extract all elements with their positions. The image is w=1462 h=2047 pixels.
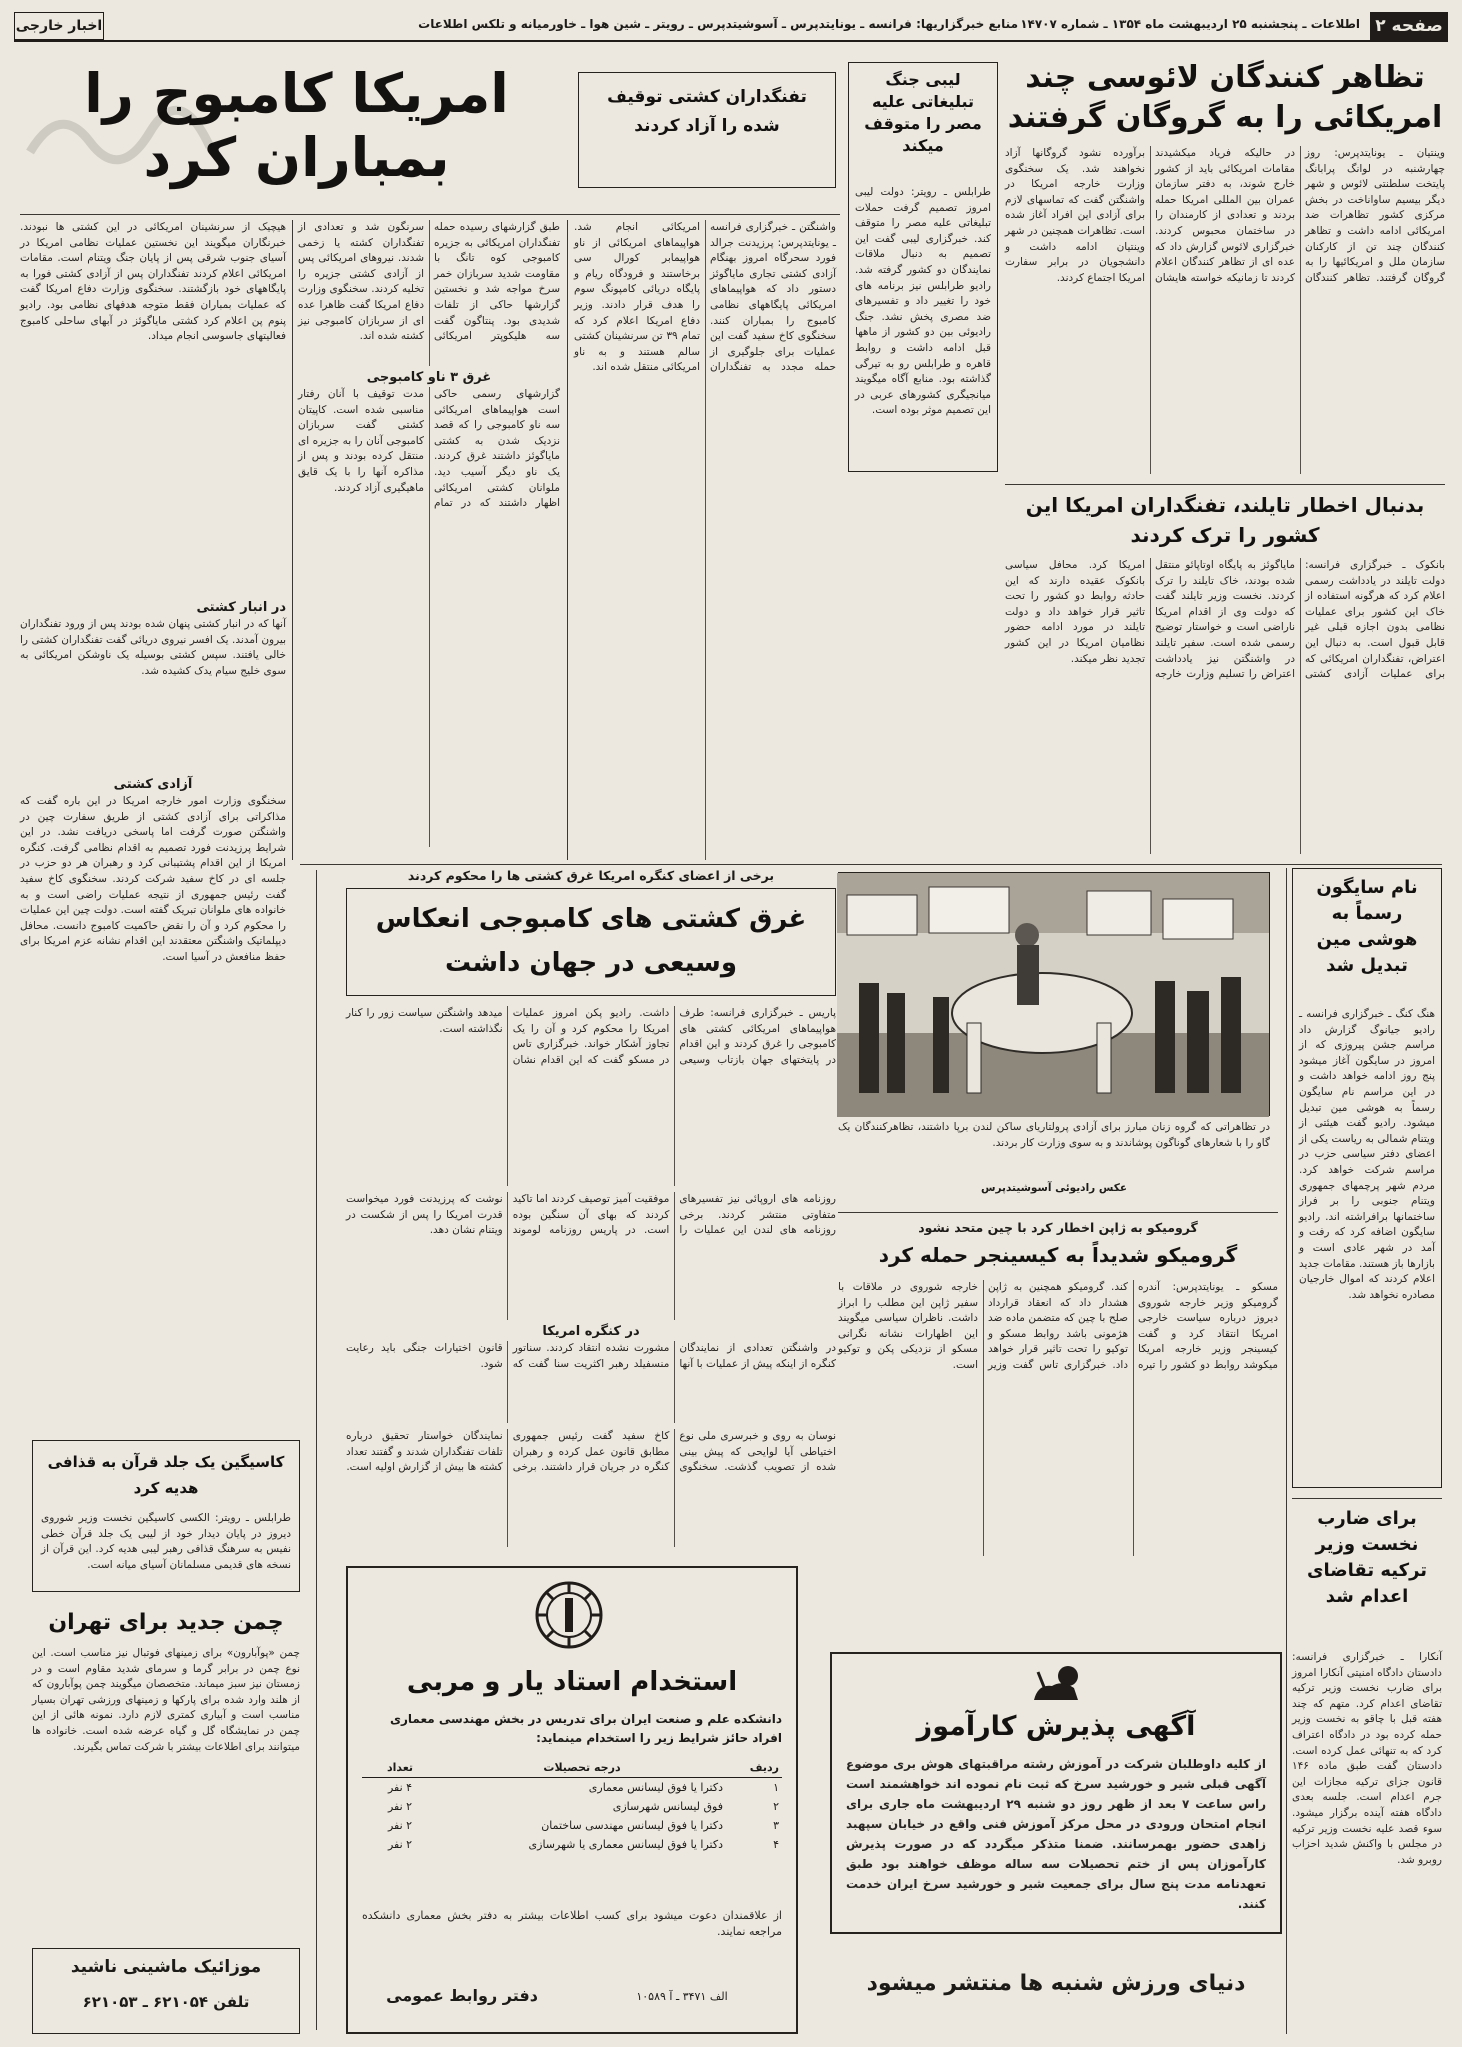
laos-body: وینتیان ـ یونایتدپرس: روز چهارشنبه در لوانگ پرابانگ پایتخت سلطنتی لائوس و شهر دیگر بیسیم ساواناخت در بخش مرکزی کشور تظاهرات ضد امریکائی ادامه داشت و تظاهر کنندگان چند تن از کارکنان سازمان ملل و امریکائیها را به گروگان گرفتند. تظاهر کنندگان در حالیکه فریاد میکشیدند مقامات امریکائی باید از کشور خارج شوند، به دفتر سازمان عمران بین المللی امریکا حمله بردند و تعدادی از کارمندان را در ساختمان محبوس کردند. خبرگزاری لائوس گزارش داد که عده ای از تظاهر کنندگان اعلام کردند تا زمانیکه خواسته هایشان برآورده نشود گروگانها آزاد نخواهند شد. یک سخنگوی وزارت خارجه امریکا در واشنگتن گفت که تماسهای لازم برای آزادی این افراد آغاز شده است. تظاهرات همچنین در شهر وینتیان ادامه داشت و دانشجویان در برابر سفارت امریکا اجتماع کردند. <box>1005 147 1445 284</box>
divider <box>316 870 317 2030</box>
table-cell: ۱ <box>773 1781 779 1794</box>
table-cell: فوق لیسانس شهرسازی <box>612 1800 723 1813</box>
quran-body: طرابلس ـ رویتر: الکسی کاسیگین نخست وزیر شوروی دیروز در پایان دیدار خود از لیبی یک جلد قرآن خطی نفیس به سرهنگ قذافی رهبر لیبی هدیه کرد. این قرآن از نسخه های قدیمی مسلمانان آسیای میانه است. <box>41 1512 291 1571</box>
sports-headline: دنیای ورزش شنبه ها منتشر میشود <box>866 1971 1246 1996</box>
reaction-subhead: در کنگره امریکا <box>542 1324 640 1339</box>
divider <box>20 214 840 215</box>
cambodia-col3-subhead: در انبار کشتی <box>196 600 286 615</box>
divider <box>838 1212 1278 1213</box>
cambodia-col2-subhead: غرق ۳ ناو کامبوجی <box>366 370 492 385</box>
divider <box>1005 484 1445 485</box>
reaction-body <box>346 1006 836 1556</box>
table-cell: ۲ <box>773 1800 779 1813</box>
reaction-text4: نوسان به روی و خبرسری ملی نوع اختیاطی آیا لوایحی که پیش بینی شده از تصویب گذشت. سخنگوی کاخ سفید گفت رئیس جمهوری مطابق قانون عمل کرده و رهبران کنگره در جریان قرار داشتند. برخی نمایندگان خواستار تحقیق درباره تلفات تفنگداران شدند و گفتند تعداد کشته ها بیش از گزارش اولیه است. <box>346 1430 836 1474</box>
libya-body: طرابلس ـ رویتر: دولت لیبی امروز تصمیم گرفت حملات تبلیغاتی علیه مصر را متوقف کند. خبرگزاری لیبی گفت این تصمیم به دنبال ملاقات نمایندگان دو کشور گرفته شد. رادیو طرابلس نیز برنامه های خود را تغییر داد و تفسیرهای ضد مصری پخش نشد. جنگ رادیوئی بین دو کشور از ماهها قبل ادامه داشت و روابط قاهره و طرابلس رو به تیرگی گذاشته بود. منابع آگاه میگویند میانجیگری کشورهای عربی در این تصمیم موثر بوده است. <box>855 186 991 417</box>
divider <box>567 220 568 860</box>
job-ad-intro: دانشکده علم و صنعت ایران برای تدریس در بخش مهندسی معماری افراد حائز شرایط زیر را استخدام مینماید: <box>390 1712 782 1745</box>
marines-box <box>578 72 836 188</box>
table-row <box>362 1778 782 1798</box>
table-cell: ۲ نفر <box>387 1800 413 1813</box>
sports-banner <box>830 1956 1282 2012</box>
divider <box>300 864 1442 865</box>
gromyko-headline: گرومیکو شدیداً به کیسینجر حمله کرد <box>878 1243 1238 1267</box>
table-row <box>362 1797 782 1816</box>
saigon-headline: نام سایگون رسماً به هوشی مین تبدیل شد <box>1316 877 1418 976</box>
table-cell: ۳ <box>773 1819 779 1832</box>
news-sources: منابع خبرگزاریها: فرانسه ـ یونایتدپرس ـ آسوشیتدپرس ـ رویتر ـ شین هوا ـ خاورمیانه و تلکس اطلاعات <box>418 17 1018 31</box>
cambodia-col3-subhead2: آزادی کشتی <box>113 777 193 792</box>
news-photo <box>838 872 1270 1116</box>
photo-caption-text: در تظاهراتی که گروه زنان مبارز برای آزادی پرولتاریای ساکن لندن برپا داشتند، تظاهرکنندگان یک گاو را با شعارهای گوناگون پوشاندند و به سوی وزارت کار بردند. <box>838 1121 1270 1149</box>
job-ad-footer: از علاقمندان دعوت میشود برای کسب اطلاعات بیشتر به دفتر بخش معماری دانشکده مراجعه نمایند. <box>362 1909 782 1938</box>
photo-illustration <box>837 873 1269 1117</box>
table-row <box>362 1816 782 1835</box>
thailand-story <box>1005 490 1445 860</box>
job-ad-headline: استخدام استاد یار و مربی <box>406 1667 738 1697</box>
divider <box>1286 868 1287 2034</box>
cambodia-col2b: گزارشهای رسمی حاکی است هواپیماهای امریکائی سه ناو کامبوجی را که قصد نزدیک شدن به کشتی ماياگوئز داشتند غرق کردند. یک ناو دیگر آسیب دید. ملوانان کشتی امریکائی اظهار داشتند که در تمام مدت توقیف با آنان رفتار مناسبی شده است. کاپیتان کشتی گفت سربازان کامبوجی آنان را به جزیره ای منتقل کرده بودند و پس از مذاکره آنها را با یک قایق ماهیگیری آزاد کردند. <box>298 388 560 510</box>
photo-caption <box>838 1120 1270 1206</box>
turkey-story <box>1292 1498 1442 2034</box>
table-cell: دکترا یا فوق لیسانس مهندسی ساختمان <box>541 1819 723 1832</box>
table-cell: دکترا یا فوق لیسانس معماری یا شهرسازی <box>528 1838 723 1851</box>
dateline: اطلاعات ـ پنجشنبه ۲۵ اردیبهشت ماه ۱۳۵۴ ـ شماره ۱۴۷۰۷ <box>1020 17 1360 31</box>
reaction-text2: روزنامه های اروپائی نیز تفسیرهای متفاوتی منتشر کردند. برخی روزنامه های لندن این عملیات را موفقیت آمیز توصیف کردند اما تاکید کردند که بهای آن سنگین بوده است. در پاریس روزنامه لوموند نوشت که پرزیدنت فورد میخواست قدرت امریکا را پس از شکست در ویتنام نشان دهد. <box>346 1193 836 1237</box>
quran-headline: کاسیگین یک جلد قرآن به قذافی هدیه کرد <box>47 1453 285 1497</box>
libya-headline: لیبی جنگ تبلیغاتی علیه مصر را متوقف میکند <box>864 70 982 155</box>
saigon-story <box>1292 868 1442 1488</box>
laos-headline: تظاهر کنندگان لائوسی چند امریکائی را به گروگان گرفتند <box>1007 60 1443 135</box>
table-cell: ۲ نفر <box>387 1838 413 1851</box>
cambodia-headline: امریکا کامبوج را بمباران کرد <box>84 62 509 189</box>
reaction-story <box>346 868 836 1558</box>
cambodia-col3: هیچیک از سرنشینان امریکائی در این کشتی ها نبودند. خبرنگاران میگویند این نخستین عملیات نظامی امریکا در آسیای جنوب شرقی پس از پایان جنگ ویتنام است. مقامات امریکائی اعلام کردند تفنگداران پس از آزادی کشتی فورا به پایگاههای خود بازگشتند. سخنگوی وزارت دفاع امریکا گفت که عملیات بمباران فقط متوجه هدفهای نظامی بود. رادیو پنوم پن اعلام کرد کشتی ماياگوئز در آبهای ساحلی کامبوج فعالیتهای جاسوسی انجام میداد. <box>20 221 286 343</box>
thailand-body: بانکوک ـ خبرگزاری فرانسه: دولت تایلند در یادداشت رسمی اعلام کرد که هرگونه استفاده از خاک این کشور برای عملیات نظامی بدون اجازه قبلی غیر قابل قبول است. به دنبال این اعتراض، تفنگداران امریکائی که برای عملیات آزادی کشتی ماياگوئز به پایگاه اوتاپائو منتقل شده بودند، خاک تایلند را ترک کردند. نخست وزیر تایلند گفت که دولت وی از اقدام امریکا ناراضی است و خواستار توضیح رسمی شده است. سفیر تایلند در واشنگتن نیز یادداشت اعتراض را تسلیم وزارت خارجه امریکا کرد. محافل سیاسی بانکوک عقیده دارند که این حادثه روابط دو کشور را تحت تاثیر قرار خواهد داد و دولت تایلند در مورد ادامه حضور نظامیان امریکا در این کشور تجدید نظر میکند. <box>1005 559 1445 681</box>
table-cell: ۴ نفر <box>387 1781 413 1794</box>
cambodia-col3c: سخنگوی وزارت امور خارجه امریکا در این باره گفت که مذاکراتی برای آزادی کشتی از طریق سفارت چین در واشنگتن صورت گرفت اما پاسخی دریافت نشد. در این شرایط پرزیدنت فورد تصمیم به اقدام نظامی گرفت. کنگره امریکا از این اقدام پشتیبانی کرد و رهبران هر دو حزب در جلسه ای در کاخ سفید شرکت کردند. سخنگوی کاخ سفید گفت رئیس جمهوری از نتیجه عملیات راضی است و به خانواده های ملوانان تبریک گفته است. دولت چین این عملیات را محکوم کرد و آن را نقض حاکمیت کامبوج دانست. محافل دیپلماتیک واشنگتن معتقدند این اقدام نشانه عزم امریکا برای حفظ منافعش در آسیا است. <box>20 795 286 963</box>
job-ad-signature: دفتر روابط عمومی <box>386 1986 538 2005</box>
lion-and-sun-icon <box>1028 1662 1088 1706</box>
emblem-icon <box>534 1580 604 1650</box>
trainee-ad-body: از کلیه داوطلبان شرکت در آموزش رشته مراقبتهای هوش بری موضوع آگهی قبلی شیر و خورشید سرخ که ثبت نام نموده اند خواهشمند است راس ساعت ۷ بعد از ظهر روز دو شنبه ۲۹ اردیبهشت ماه جاری برای انجام امتحان ورودی در محل مرکز آموزش فنی واقع در خیابان سپهبد زاهدی حضور بهمرسانند. ضمنا متذکر میگردد که در صورت پذیرش کارآموزان پس از ختم تحصیلات سه ساله موظف خواهند بود طبق تعهدنامه مدت پنج سال برای جمعیت شیر و خورشید سرخ ایران خدمت کنند. <box>846 1757 1266 1911</box>
trainee-ad-headline: آگهی پذیرش کارآموز <box>916 1711 1196 1742</box>
laos-story <box>1005 58 1445 478</box>
turkey-body: آنکارا ـ خبرگزاری فرانسه: دادستان دادگاه امنیتی آنکارا امروز برای ضارب نخست وزیر ترکیه تقاضای اعدام کرد. متهم که چند هفته قبل با چاقو به نخست وزیر حمله کرده بود در دادگاه اعتراف کرد که به تنهائی عمل کرده است. دادستان گفت طبق ماده ۱۴۶ قانون جزای ترکیه مجازات این جرم اعدام است. جلسه بعدی دادگاه هفته آینده برگزار میشود. سوء قصد علیه نخست وزیر ترکیه در مجلس با واکنش شدید احزاب روبرو شد. <box>1292 1651 1442 1866</box>
photo-credit: عکس رادیوئی آسوشیتدپرس <box>981 1182 1127 1194</box>
tehran-body: چمن «پوآبارون» برای زمینهای فوتبال نیز مناسب است. این نوع چمن در برابر گرما و سرمای شدید مقاوم است و در زمستان نیز سبز میماند. متخصصان میگویند چمن پوآبارون که از هلند وارد شده برای پارکها و زمینهای ورزشی تهران بسیار مناسب است و آبیاری کمتری لازم دارد. نمونه هائی از این چمن در نمایشگاه گل و گیاه عرضه شده است. خانواده ها میتوانند برای اطلاعات بیشتر با شرکت تماس بگیرند. <box>32 1647 300 1753</box>
marines-headline: تفنگداران کشتی توقیف شده را آزاد کردند <box>607 87 807 136</box>
libya-story <box>848 62 998 472</box>
thailand-headline: بدنبال اخطار تایلند، تفنگداران امریکا این کشور را ترک کردند <box>1025 493 1425 547</box>
table-cell: ۲ نفر <box>387 1819 413 1832</box>
section-label: اخبار خارجی <box>14 12 104 40</box>
mosaic-ad <box>32 1948 300 2034</box>
job-ad <box>346 1566 798 2034</box>
reaction-text1: پاریس ـ خبرگزاری فرانسه: طرف هواپیماهای امریکائی کشتی های کامبوجی را غرق کردند و این اقدام در پایتختهای جهان بازتاب وسیعی داشت. رادیو پکن امروز عملیات امریکا را محکوم کرد و آن را یک تجاوز آشکار خواند. خبرگزاری تاس در مسکو گفت که این اقدام نشان میدهد واشنگتن سیاست زور را کنار نگذاشته است. <box>346 1007 836 1066</box>
job-ad-table <box>362 1758 782 1854</box>
trainee-ad <box>830 1652 1282 1934</box>
cambodia-col3b: آنها که در انبار کشتی پنهان شده بودند پس از ورود تفنگداران بیرون آمدند. یک افسر نیروی دریائی گفت تفنگداران کشتی را خالی یافتند. سپس کشتی بوسیله یک ناوشکن امریکائی به سوی خلیج سیام یدک کشیده شد. <box>20 618 286 677</box>
gromyko-body: مسکو ـ یونایتدپرس: آندره گرومیکو وزیر خارجه شوروی دیروز درباره سیاست خارجی امریکا انتقاد کرد و گفت کیسینجر وزیر خارجه امریکا میکوشد روابط دو کشور را تیره کند. گرومیکو همچنین به ژاپن هشدار داد که انعقاد قرارداد صلح با چین که متضمن ماده ضد هژمونی باشد روابط مسکو و توکیو را تحت تاثیر قرار خواهد داد. خبرگزاری تاس گفت وزیر خارجه شوروی در ملاقات با سفیر ژاپن این مطلب را ابراز داشت. ناظران سیاسی میگویند این اظهارات نشانه نگرانی مسکو از نزدیکی پکن و توکیو است. <box>838 1281 1278 1371</box>
job-ad-ref: الف ۳۴۷۱ ـ آ ۱۰۵۸۹ <box>636 1990 728 2003</box>
mosaic-ad-phone: تلفن ۶۲۱۰۵۴ ـ ۶۲۱۰۵۳ <box>82 1993 250 2011</box>
divider <box>1292 1498 1442 1499</box>
cambodia-col2: طبق گزارشهای رسیده حمله تفنگداران امریکائی به جزیره کامبوجی کوه تانگ با مقاومت شدید سربازان خمر سرخ مواجه شد و نخستین گزارشها حاکی از تلفات شدیدی بود. پنتاگون گفت سه هلیکوپتر امریکائی سرنگون شد و تعدادی از تفنگداران کشته یا زخمی شدند. نیروهای امریکائی پس از آزادی کشتی جزیره را تخلیه کردند. سخنگوی وزارت دفاع امریکا گفت ظاهرا عده ای از سربازان کامبوجی نیز کشته شده اند. <box>298 221 560 343</box>
tehran-story <box>32 1606 300 2034</box>
university-emblem <box>534 1580 604 1650</box>
print-through <box>20 92 220 172</box>
col-degree: درجه تحصیلات <box>543 1761 621 1774</box>
quran-story <box>32 1440 300 1592</box>
gromyko-kicker: گرومیکو به ژاپن اخطار کرد با چین متحد نشود <box>918 1220 1198 1235</box>
reaction-text3: در واشنگتن تعدادی از نمایندگان کنگره از اینکه پیش از عملیات با آنها مشورت نشده انتقاد کردند. سناتور منسفیلد رهبر اکثریت سنا گفت که قانون اختیارات جنگی باید رعایت شود. <box>346 1342 836 1370</box>
job-ad-table-header <box>362 1758 782 1778</box>
reaction-kicker: برخی از اعضای کنگره امریکا غرق کشتی ها را محکوم کردند <box>407 868 775 883</box>
page-label: صفحه ۲ <box>1370 12 1448 40</box>
mosaic-ad-name: موزائیک ماشینی ناشید <box>70 1957 262 1977</box>
saigon-body: هنگ کنگ ـ خبرگزاری فرانسه ـ رادیو جیانوگ گزارش داد مراسم جشن پیروزی که از امروز در سایگون آغاز میشود پنج روز ادامه خواهد داشت و در این مراسم نام سایگون رسماً به هوشی مین تبدیل میشود. رادیو گفت هیئتی از ویتنام شمالی به ریاست یکی از اعضای دفتر سیاسی حزب در مراسم شرکت خواهد کرد. مردم شهر پرچمهای جمهوری ویتنام جنوبی را بر فراز ساختمانها برافراشته اند. رادیو سایگون اضافه کرد که رفت و آمد در شهر عادی است و بازارها باز هستند. مقامات جدید اعلام کردند که اموال خارجیان مصادره نخواهد شد. <box>1299 1008 1435 1301</box>
reaction-headline-box <box>346 888 836 996</box>
gromyko-story <box>838 1212 1278 1562</box>
reaction-headline: غرق کشتی های کامبوجی انعکاس وسیعی در جهان داشت <box>375 904 807 978</box>
table-cell: ۴ <box>773 1838 779 1851</box>
cambodia-col3-wrap <box>20 220 286 1360</box>
tehran-headline: چمن جدید برای تهران <box>48 1610 284 1635</box>
table-cell: دکترا یا فوق لیسانس معماری <box>588 1781 723 1794</box>
masthead <box>14 12 1448 42</box>
cambodia-col2-wrap <box>298 220 560 860</box>
divider <box>292 220 293 860</box>
col-count: تعداد <box>386 1761 414 1774</box>
cambodia-col1: واشنگتن ـ خبرگزاری فرانسه ـ یونایتدپرس: پرزیدنت جرالد فورد سحرگاه امروز بهنگام آزادی کشتی تجاری ماياگوئز دستور داد که هواپیماهای امریکائی پایگاههای نظامی کامبوج را بمباران کنند. سخنگوی کاخ سفید گفت این عملیات برای جلوگیری از حمله مجدد به تفنگداران امریکائی انجام شد. هواپیماهای امریکائی از ناو هواپیمابر کورال سی برخاستند و فرودگاه ریام و پایگاه دریائی کامپونگ سوم را هدف قرار دادند. وزیر دفاع امریکا اعلام کرد که تمام ۳۹ تن سرنشینان کشتی سالم هستند و به ناو امریکائی منتقل شده اند. <box>574 221 836 374</box>
table-row <box>362 1835 782 1854</box>
col-row: ردیف <box>749 1761 779 1774</box>
lion-sun-emblem <box>1028 1662 1088 1706</box>
turkey-headline: برای ضارب نخست وزیر ترکیه تقاضای اعدام شد <box>1306 1508 1428 1607</box>
